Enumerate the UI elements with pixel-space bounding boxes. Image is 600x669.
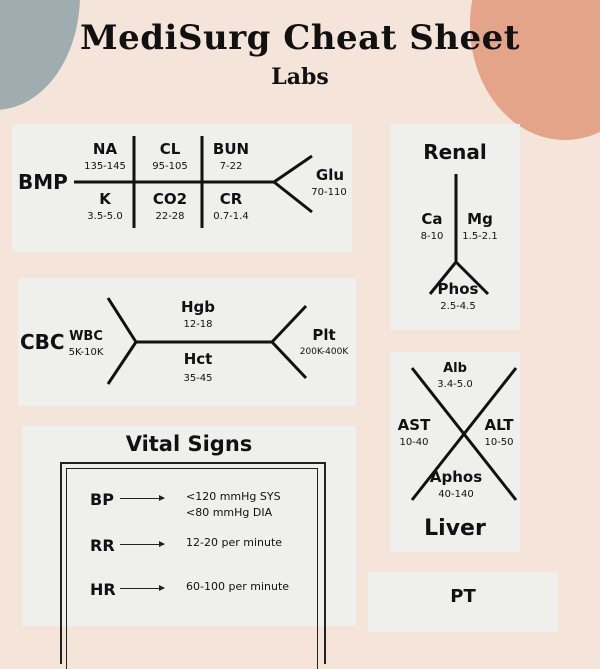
rr-label: RR [90, 536, 115, 555]
co2-name: CO2 [152, 190, 188, 208]
plt-name: Plt [312, 326, 336, 344]
co2-range: 22-28 [155, 211, 185, 222]
pt-card [368, 572, 558, 632]
vital-row-rr [90, 534, 330, 558]
plt-range: 200K-400K [299, 347, 349, 357]
glu-range: 70-110 [311, 187, 347, 198]
alb-range: 3.4-5.0 [437, 379, 473, 390]
bmp-card [12, 124, 352, 252]
rr-value: 12-20 per minute [186, 536, 283, 549]
phos-name: Phos [437, 280, 479, 298]
ca-range: 8-10 [420, 231, 444, 242]
alt-name: ALT [484, 416, 514, 434]
cl-name: CL [159, 140, 181, 158]
renal-title: Renal [423, 140, 487, 164]
ast-name: AST [397, 416, 431, 434]
ast-range: 10-40 [399, 437, 429, 448]
hr-value: 60-100 per minute [186, 580, 290, 593]
cr-range: 0.7-1.4 [213, 211, 249, 222]
page-title: MediSurg Cheat Sheet [80, 18, 520, 58]
na-range: 135-145 [84, 161, 126, 172]
wbc-range: 5K-10K [68, 347, 104, 358]
bp-systolic: <120 mmHg SYS [186, 490, 281, 503]
bun-range: 7-22 [219, 161, 243, 172]
hr-arrow-icon [120, 588, 164, 589]
cbc-card [18, 278, 356, 406]
mg-range: 1.5-2.1 [462, 231, 498, 242]
pt-label: PT [450, 586, 476, 607]
k-name: K [99, 190, 111, 208]
liver-title: Liver [424, 516, 486, 541]
rr-arrow-icon [120, 544, 164, 545]
vital-row-hr [90, 578, 330, 602]
renal-card [390, 124, 520, 330]
cr-name: CR [219, 190, 243, 208]
bp-diastolic: <80 mmHg DIA [186, 506, 273, 519]
header [0, 18, 600, 90]
glu-name: Glu [315, 166, 345, 184]
aphos-range: 40-140 [438, 489, 474, 500]
liver-card [390, 352, 520, 552]
cbc-label: CBC [20, 330, 65, 354]
hgb-range: 12-18 [183, 319, 213, 330]
k-range: 3.5-5.0 [87, 211, 123, 222]
vital-row-bp [90, 488, 330, 519]
bp-arrow-icon [120, 498, 164, 499]
vital-signs-card [22, 426, 356, 626]
wbc-name: WBC [69, 329, 103, 344]
vital-signs-title: Vital Signs [125, 432, 253, 456]
bmp-label: BMP [18, 170, 68, 194]
na-name: NA [92, 140, 118, 158]
aphos-name: Aphos [429, 468, 483, 486]
hgb-name: Hgb [180, 298, 216, 316]
mg-name: Mg [467, 210, 493, 228]
page-subtitle: Labs [271, 64, 329, 90]
hct-range: 35-45 [183, 373, 213, 384]
alt-range: 10-50 [484, 437, 514, 448]
phos-range: 2.5-4.5 [440, 301, 476, 312]
bp-label: BP [90, 490, 114, 509]
cl-range: 95-105 [152, 161, 188, 172]
bun-name: BUN [212, 140, 250, 158]
hct-name: Hct [183, 350, 213, 368]
alb-name: Alb [443, 361, 467, 376]
hr-label: HR [90, 580, 116, 599]
ca-name: Ca [421, 210, 443, 228]
